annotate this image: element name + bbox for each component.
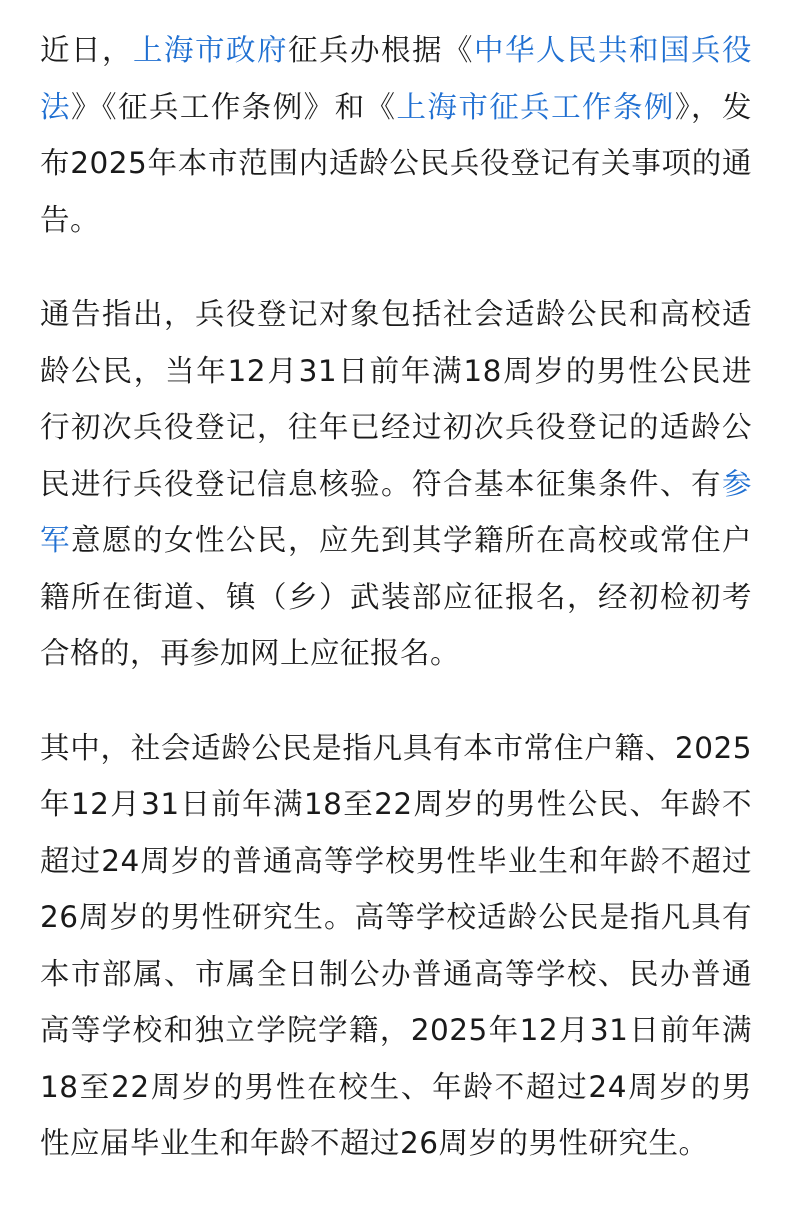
paragraph-definitions <box>40 720 752 1172</box>
paragraph-text: 》《征兵工作条例》和《 <box>70 89 397 124</box>
link-military-service-law[interactable]: 中华人民共和国兵役法 <box>40 33 752 124</box>
paragraph-text: 意愿的女性公民，应先到其学籍所在高校或常住户籍所在街道、镇（乡）武装部应征报名，经初检初考合格的，再参加网上应征报名。 <box>40 523 752 670</box>
paragraph-text: 征兵办根据《 <box>288 33 474 67</box>
paragraph-intro <box>40 22 752 248</box>
link-enlist[interactable]: 参军 <box>40 466 752 557</box>
link-shanghai-government[interactable]: 上海市政府 <box>133 33 288 67</box>
paragraph-notice <box>40 286 752 682</box>
paragraph-text: 近日， <box>40 33 133 67</box>
link-shanghai-conscription-regulations[interactable]: 上海市征兵工作条例 <box>396 89 675 124</box>
paragraph-text: 》，发布2025年本市范围内适龄公民兵役登记有关事项的通告。 <box>40 89 752 237</box>
paragraph-text: 其中，社会适龄公民是指凡具有本市常住户籍、2025年12月31日前年满18至22周岁的男性公民、年龄不超过24周岁的普通高等学校男性毕业生和年龄不超过26周岁的男性研究生。高等学校适龄公民是指凡具有本市部属、市属全日制公办普通高等学校、民办普通高等学校和独立学院学籍，2025年12月31日前年满18至22周岁的男性在校生、年龄不超过24周岁的男性应届毕业生和年龄不超过26周岁的男性研究生。 <box>40 730 752 1160</box>
article-body <box>40 22 752 1210</box>
paragraph-text: 通告指出，兵役登记对象包括社会适龄公民和高校适龄公民，当年12月31日前年满18周岁的男性公民进行初次兵役登记，往年已经过初次兵役登记的适龄公民进行兵役登记信息核验。符合基本征集条件、有 <box>40 297 752 501</box>
